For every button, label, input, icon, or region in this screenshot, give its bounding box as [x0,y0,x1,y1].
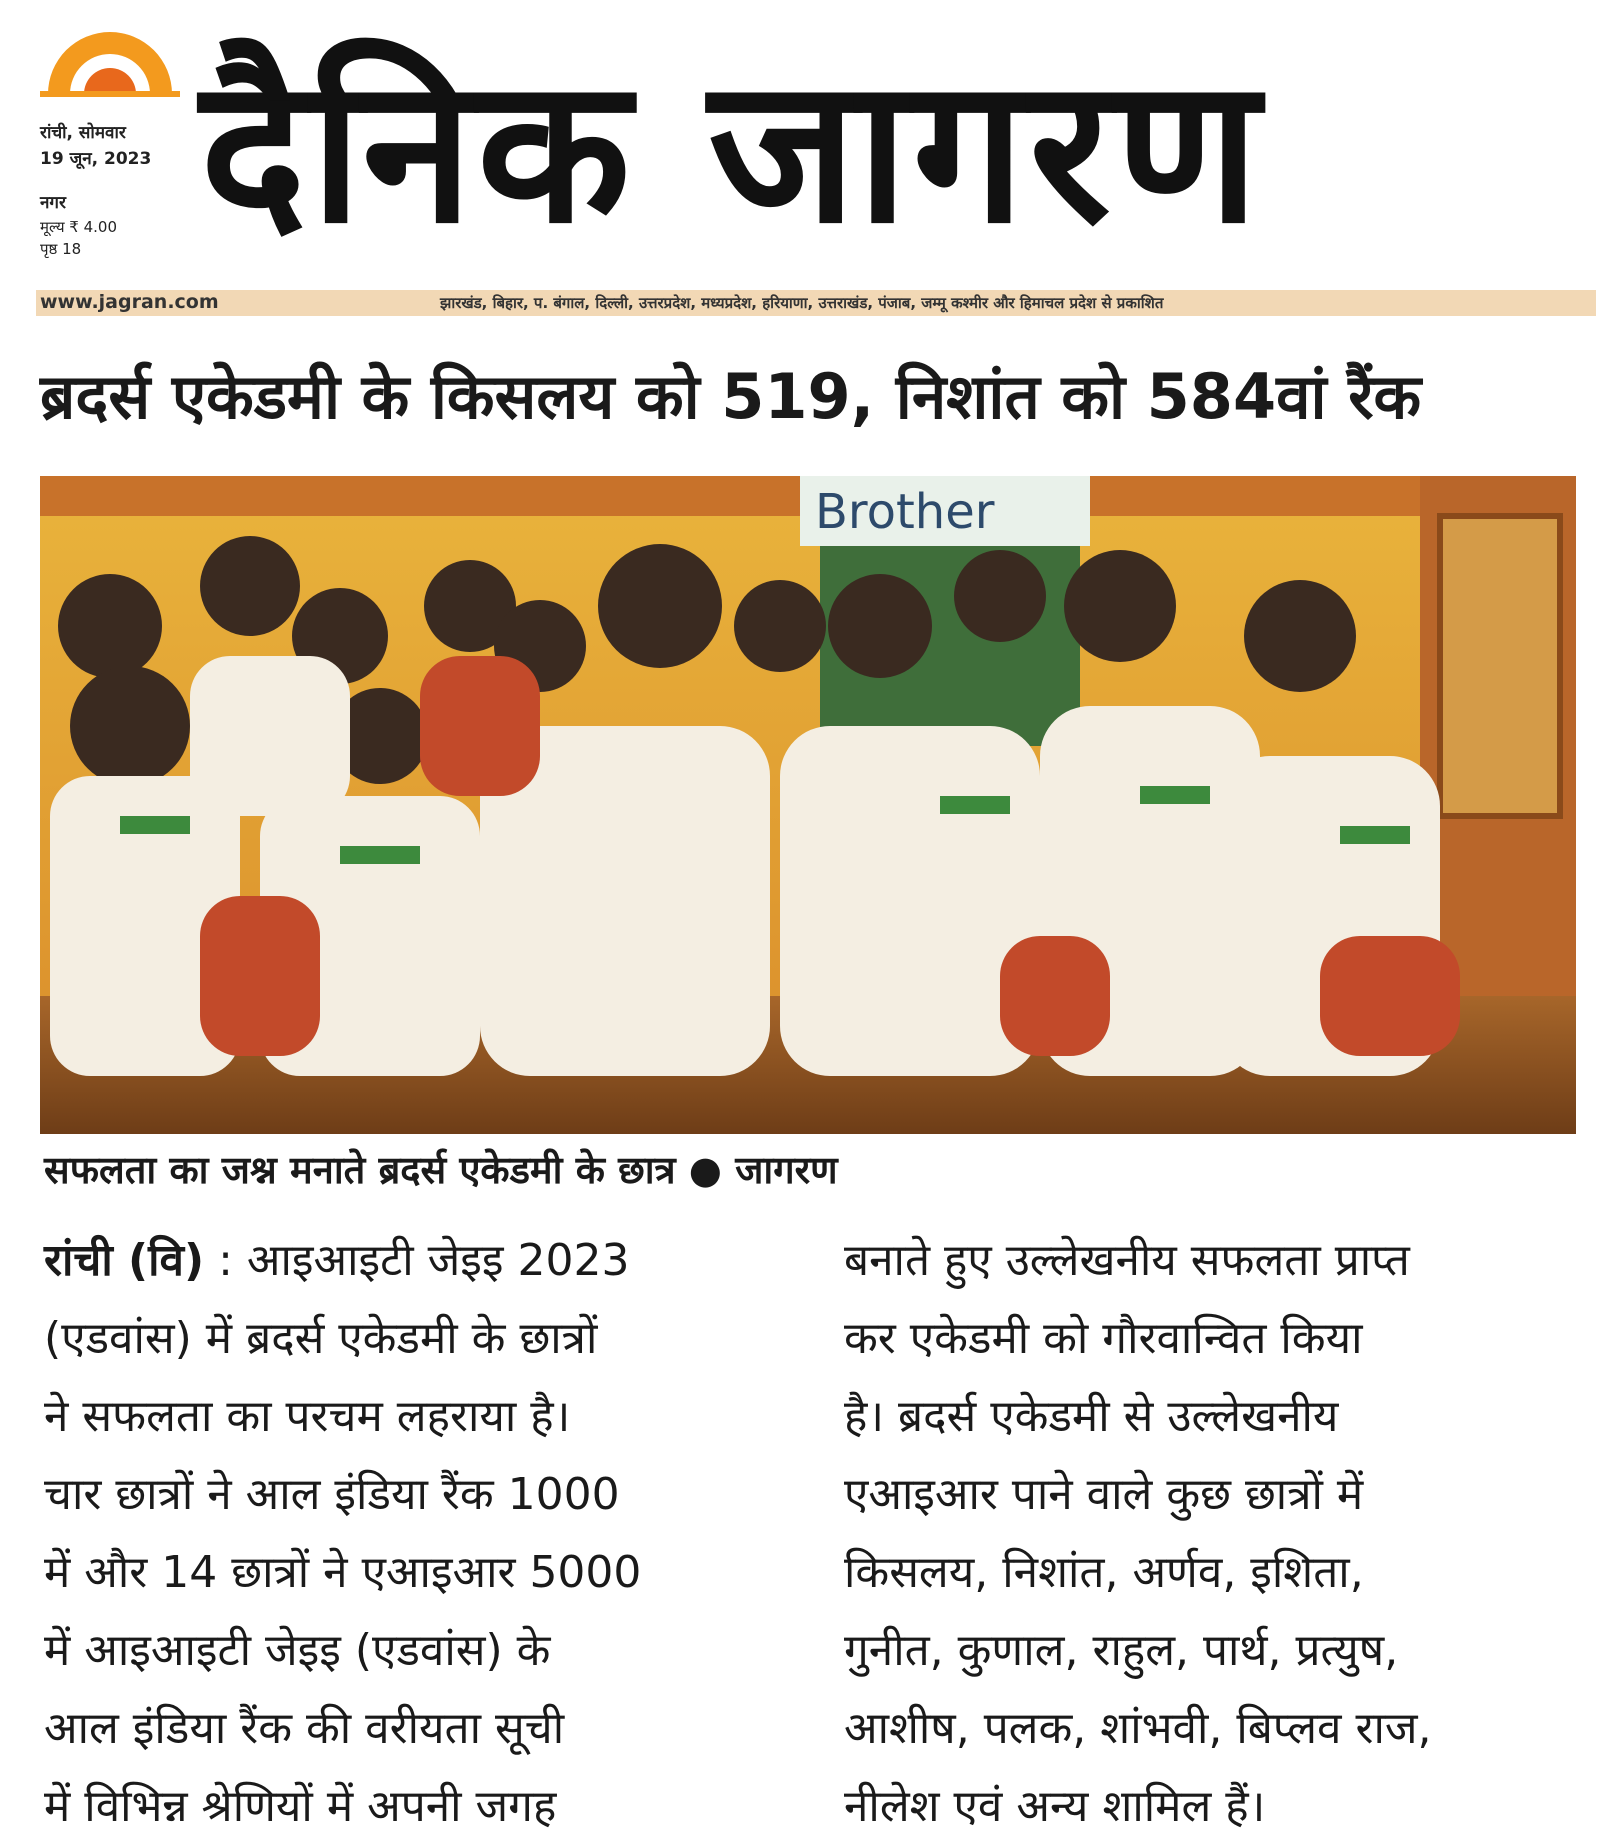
body-line: बनाते हुए उल्लेखनीय सफलता प्राप्त [844,1235,1410,1286]
caption-credit: जागरण [735,1148,838,1192]
body-line [44,1222,804,1300]
body-line: चार छात्रों ने आल इंडिया रैंक 1000 [44,1469,620,1520]
bullet-icon: ● [688,1148,736,1192]
body-line: एआइआर पाने वाले कुछ छात्रों में [844,1469,1364,1520]
price: मूल्य ₹ 4.00 [40,218,118,236]
body-text: : आइआइटी जेइइ 2023 [218,1235,630,1286]
photo-sign-text: Brother [815,484,995,540]
body-line: नीलेश एवं अन्य शामिल हैं। [844,1781,1266,1832]
body-line: आल इंडिया रैंक की वरीयता सूची [44,1703,565,1754]
edition-meta [40,120,180,260]
body-line: में और 14 छात्रों ने एआइआर 5000 [44,1547,642,1598]
people-group [50,536,1460,1076]
edition-name: नगर [40,193,66,213]
newspaper-logo-icon [40,28,180,98]
body-line: आशीष, पलक, शांभवी, बिप्लव राज, [844,1703,1432,1754]
website-link[interactable]: www.jagran.com [40,291,219,313]
article-column-1 [44,1222,804,1846]
body-line: है। ब्रदर्स एकेडमी से उल्लेखनीय [844,1391,1339,1442]
issue-date: 19 जून, 2023 [40,149,152,169]
masthead-title: दैनिक जागरण [200,35,1264,268]
dateline: रांची (वि) [44,1235,205,1286]
page-count: पृष्ठ 18 [40,240,82,258]
caption-text: सफलता का जश्न मनाते ब्रदर्स एकेडमी के छात्र [44,1148,676,1192]
body-line: ने सफलता का परचम लहराया है। [44,1391,571,1442]
city-day: रांची, सोमवार [40,123,126,143]
body-line: कर एकेडमी को गौरवान्वित किया [844,1313,1363,1364]
body-line: किसलय, निशांत, अर्णव, इशिता, [844,1547,1364,1598]
article-headline: ब्रदर्स एकेडमी के किसलय को 519, निशांत को 584वां रैंक [40,360,1422,433]
body-line: में विभिन्न श्रेणियों में अपनी जगह [44,1781,557,1832]
article-photo [40,476,1576,1134]
body-line: गुनीत, कुणाल, राहुल, पार्थ, प्रत्युष, [844,1625,1399,1676]
body-line: (एडवांस) में ब्रदर्स एकेडमी के छात्रों [44,1313,598,1364]
body-line: में आइआइटी जेइइ (एडवांस) के [44,1625,551,1676]
published-from: झारखंड, बिहार, प. बंगाल, दिल्ली, उत्तरप्रदेश, मध्यप्रदेश, हरियाणा, उत्तराखंड, पंजाब, जम्मू कश्मीर और हिमाचल प्रदेश से प्रकाशित [440,294,1164,312]
photo-caption [44,1140,1344,1200]
article-column-2 [844,1222,1604,1846]
